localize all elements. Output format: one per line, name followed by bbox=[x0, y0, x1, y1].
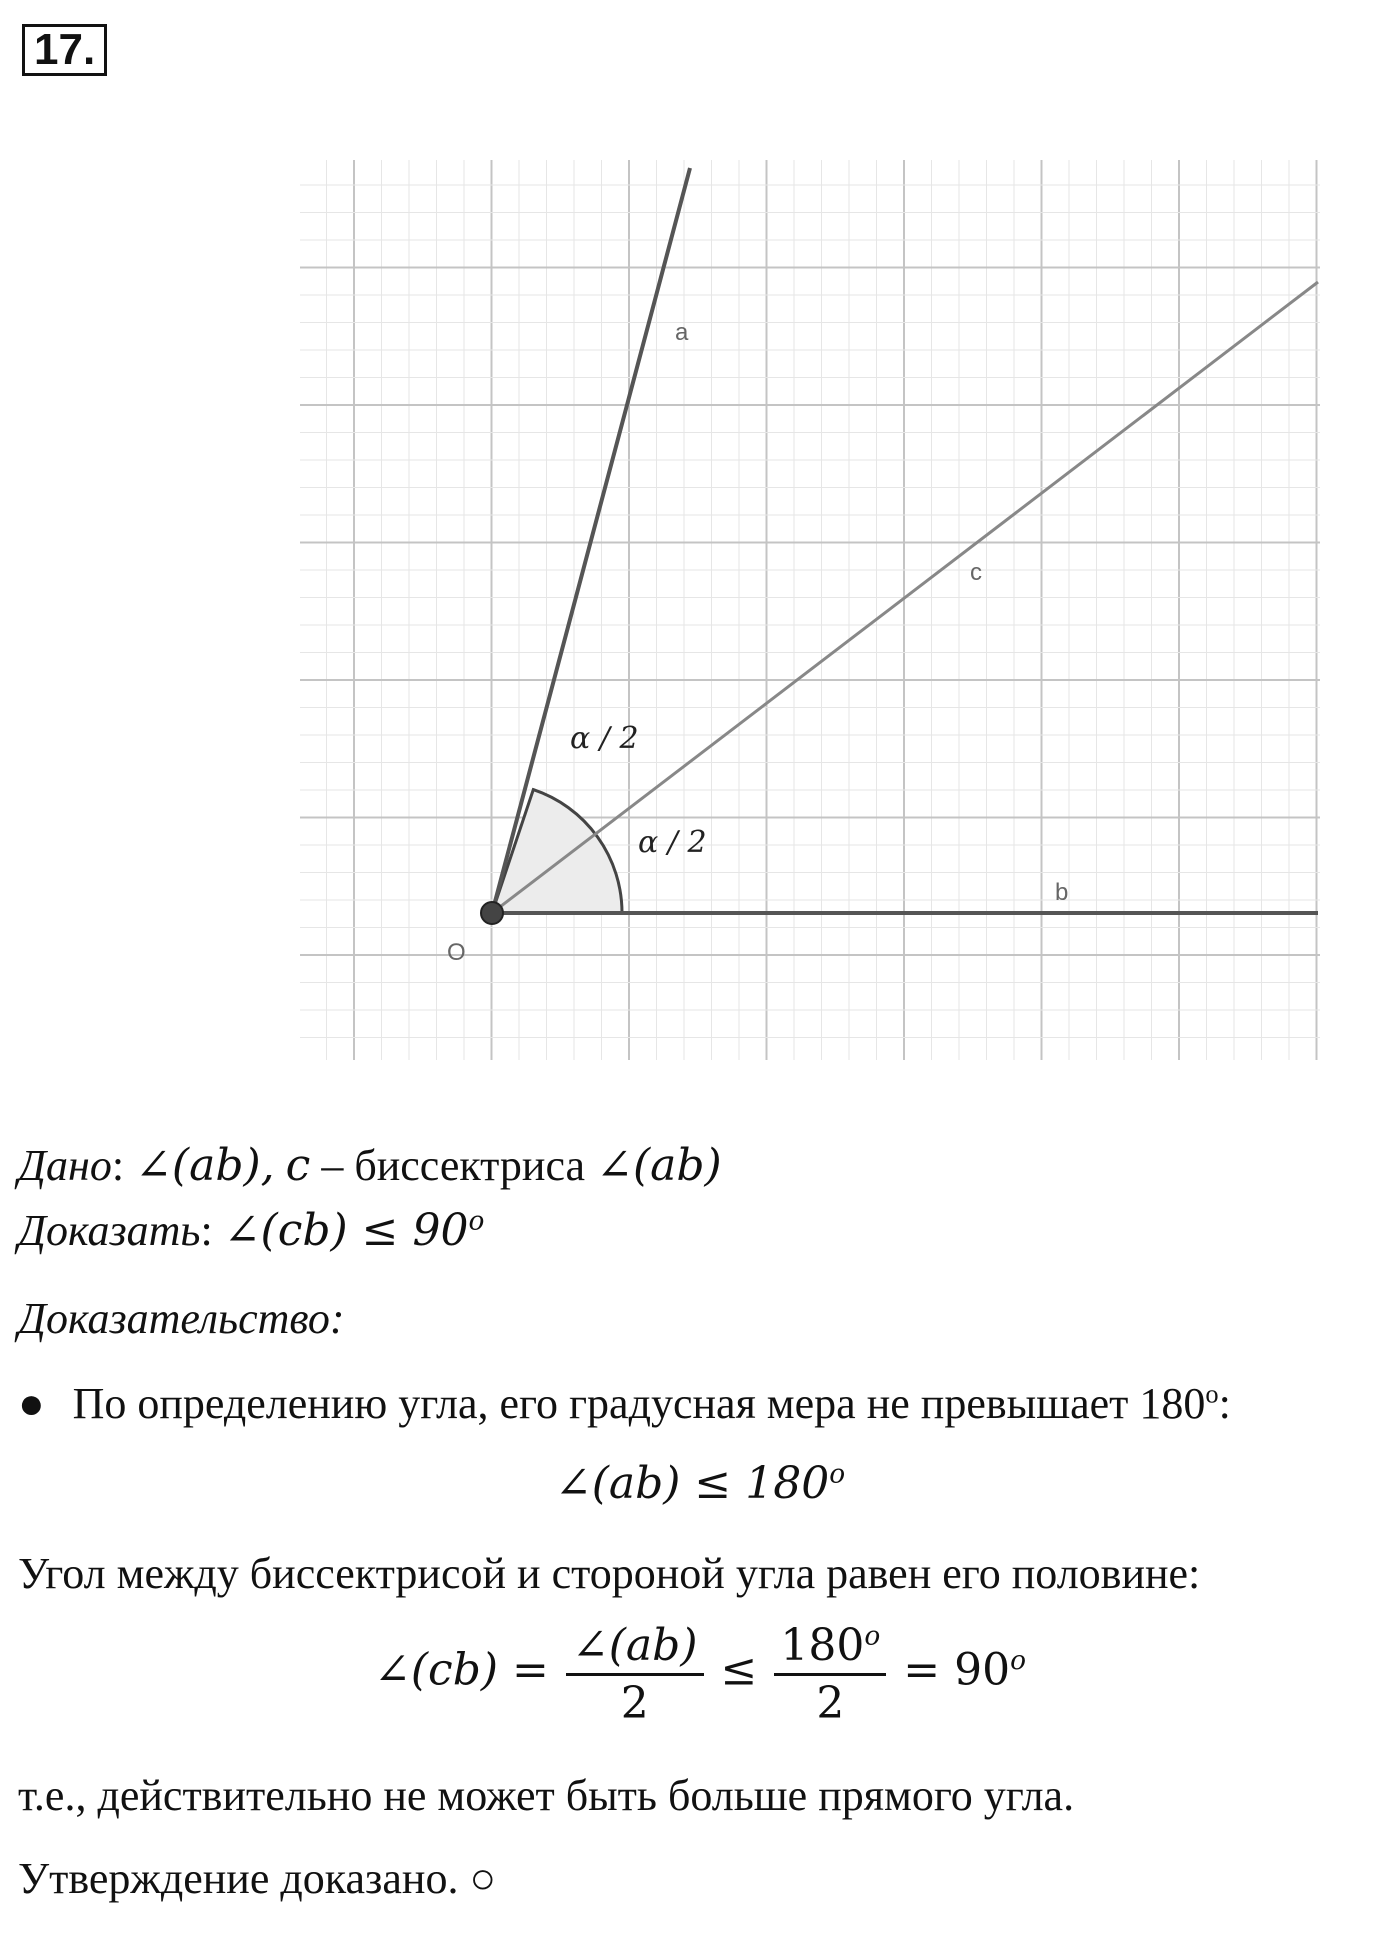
label-a: a bbox=[675, 319, 689, 346]
vertex-point-o bbox=[481, 902, 503, 924]
formula-2-le: ≤ bbox=[720, 1644, 758, 1696]
prove-colon: : bbox=[200, 1206, 213, 1255]
given-angle: ∠(ab), bbox=[135, 1140, 275, 1191]
fraction-2-degree: o bbox=[864, 1620, 881, 1652]
conclusion: Утверждение доказано. ○ bbox=[18, 1854, 497, 1903]
fraction-2-value: 180 bbox=[780, 1620, 865, 1671]
label-c: c bbox=[970, 559, 982, 586]
label-o: O bbox=[447, 939, 466, 966]
given-line bbox=[18, 1140, 722, 1191]
formula-1-degree: o bbox=[829, 1458, 846, 1490]
angle-arc-sector bbox=[492, 790, 622, 913]
formula-2-lhs: ∠(cb) = bbox=[374, 1644, 549, 1696]
formula-1-expr: ∠(ab) ≤ 180 bbox=[554, 1458, 830, 1509]
formula-2-degree: o bbox=[1010, 1644, 1026, 1676]
given-prefix: Дано bbox=[18, 1141, 112, 1190]
fraction-2-denominator: 2 bbox=[816, 1678, 845, 1729]
given-angle2: ∠(ab) bbox=[596, 1140, 722, 1191]
fraction-1-denominator: 2 bbox=[620, 1678, 649, 1729]
fraction-2 bbox=[774, 1620, 886, 1729]
given-c: c bbox=[285, 1140, 311, 1191]
fraction-2-numerator bbox=[774, 1620, 886, 1676]
angle-figure bbox=[300, 160, 1320, 1080]
given-dash: – bbox=[321, 1141, 344, 1190]
given-colon: : bbox=[111, 1141, 125, 1190]
bullet: ● bbox=[18, 1379, 45, 1428]
statement-1-end: : bbox=[1218, 1379, 1231, 1428]
angle-label-lower: α / 2 bbox=[638, 825, 707, 860]
statement-3: т.е., действительно не может быть больше прямого угла. bbox=[18, 1771, 1075, 1820]
prove-prefix: Доказать bbox=[18, 1206, 201, 1255]
statement-2: Угол между биссектрисой и стороной угла равен его половине: bbox=[18, 1549, 1201, 1598]
given-text: биссектриса bbox=[354, 1141, 586, 1190]
prove-expr: ∠(cb) ≤ 90 bbox=[223, 1205, 469, 1256]
fraction-1-numerator: ∠(ab) bbox=[566, 1620, 704, 1676]
statement-1-text: По определению угла, его градусная мера не превышает 180 bbox=[72, 1379, 1206, 1428]
grid bbox=[300, 160, 1320, 1060]
ray-a bbox=[492, 168, 690, 913]
label-b: b bbox=[1055, 879, 1069, 906]
formula-2 bbox=[0, 1620, 1400, 1729]
statement-1 bbox=[18, 1378, 1231, 1429]
prove-degree: o bbox=[468, 1205, 485, 1237]
angle-label-upper: α / 2 bbox=[570, 721, 639, 756]
prove-line bbox=[18, 1205, 484, 1256]
formula-2-rhs: = 90 bbox=[903, 1644, 1011, 1696]
formula-1 bbox=[0, 1458, 1400, 1509]
proof-heading: Доказательство: bbox=[18, 1294, 345, 1343]
problem-number: 17. bbox=[22, 24, 107, 76]
fraction-1 bbox=[566, 1620, 704, 1729]
statement-1-degree: o bbox=[1205, 1378, 1219, 1409]
